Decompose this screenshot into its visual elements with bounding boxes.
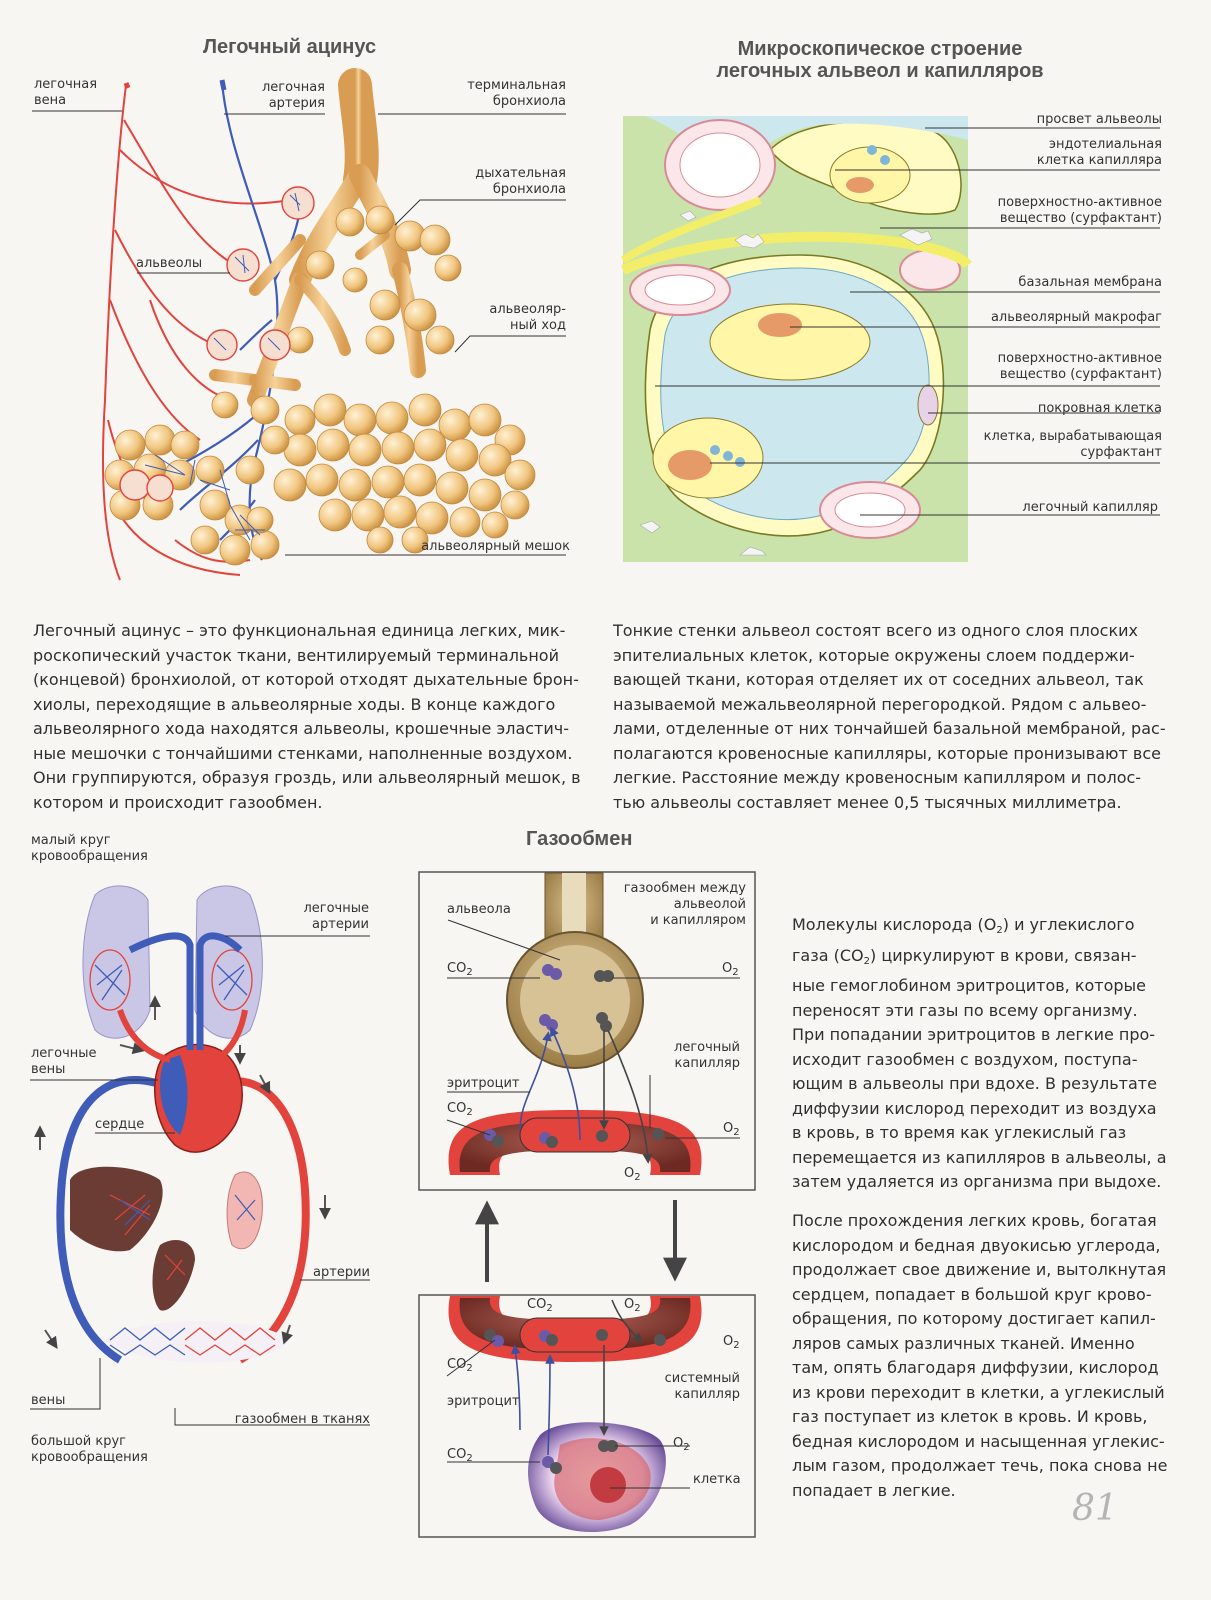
label-pulmonary-arteries: легочные артерии: [303, 901, 369, 932]
label-surfactant-2: поверхностно-активное вещество (сурфактант): [997, 351, 1162, 382]
label-co2-top: $CO_2$: [447, 1101, 473, 1118]
label-exchange-header: газообмен между альвеолой и капилляром: [623, 881, 746, 928]
label-systemic-capillary: системный капилляр: [664, 1371, 740, 1402]
label-big-circle: большой круг кровообращения: [31, 1434, 148, 1465]
micro-illustration: [623, 116, 1160, 562]
label-alveoli: альвеолы: [136, 256, 203, 271]
label-veins: вены: [31, 1393, 66, 1408]
label-cover-cell: покровная клетка: [1037, 401, 1162, 416]
label-endothelial-cell: эндотелиальная клетка капилляра: [1036, 137, 1162, 168]
acinus-paragraph: Легочный ацинус – это функциональная единица легких, мик- роскопический участок ткани, вентилируемый терминальной (концевой) бронхиолой, от которой отходят дыхательные брон- хиолы, переходящие в альвеолярные ходы. В конце каждого альвеолярного хода находятся альвеолы, крошечные эластич- ные мешочки с тончайшими стенками, наполненные воздухом. Они группируются, образуя гроздь, или альвеолярный мешок, в котором и происходит газообмен.: [33, 621, 581, 812]
label-o2-right: $O_2$: [723, 1334, 740, 1351]
label-small-circle: малый круг кровообращения: [31, 833, 148, 864]
label-surfactant-cell: клетка, вырабатывающая сурфактант: [983, 429, 1162, 460]
label-co2-alveola: $CO_2$: [447, 961, 473, 978]
gas-paragraph-1: Молекулы кислорода $(O_2)$ и углекислого газа $(CO_2)$ циркулируют в крови, связан- ные гемоглобином эритроцитов, которые переносят эти газы по всему организму. При попадании эритроцитов в легкие про- исходит газообмен с воздухом, поступа- ющим в альвеолы при вдохе. В результате диффузии кислород переходит из воздуха в кровь, в то время как углекислый газ перемещается из капилляров в альвеолы, а затем удаляется из организма при выдохе.: [792, 915, 1167, 1191]
label-o2-top: $O_2$: [723, 1121, 740, 1138]
label-surfactant-1: поверхностно-активное вещество (сурфактант): [997, 195, 1162, 226]
acinus-title: Легочный ацинус: [203, 36, 377, 58]
label-heart: сердце: [95, 1117, 145, 1132]
label-o2-cell: $O_2$: [673, 1436, 690, 1453]
label-pulmonary-vein: легочная вена: [34, 77, 98, 108]
label-tissue-exchange: газообмен в тканях: [234, 1412, 370, 1427]
page-number: 81: [1072, 1488, 1118, 1529]
label-basal-membrane: базальная мембрана: [1018, 275, 1162, 290]
label-lung-capillary: легочный капилляр: [674, 1040, 740, 1071]
label-erythrocyte-top: эритроцит: [447, 1076, 520, 1091]
label-arteries: артерии: [313, 1265, 370, 1280]
label-co2-systemic: $CO_2$: [527, 1297, 553, 1314]
label-cell: клетка: [693, 1472, 741, 1487]
label-pulmonary-veins: легочные вены: [31, 1046, 97, 1077]
label-erythrocyte-bottom: эритроцит: [447, 1394, 520, 1409]
micro-title: Микроскопическое строение легочных альвеол и капилляров: [716, 38, 1044, 82]
gas-title: Газообмен: [526, 828, 633, 850]
label-o2-tube: $O_2$: [624, 1166, 641, 1183]
label-alveolar-duct: альвеоляр- ный ход: [489, 302, 566, 333]
label-alveolus-lumen: просвет альвеолы: [1036, 112, 1162, 127]
label-alveola: альвеола: [447, 902, 511, 917]
label-pulmonary-artery: легочная артерия: [261, 80, 325, 111]
label-o2-alveola: $O_2$: [722, 961, 739, 978]
label-alveolar-sac: альвеолярный мешок: [421, 539, 570, 554]
label-co2-left: $CO_2$: [447, 1357, 473, 1374]
label-co2-cell: $CO_2$: [447, 1447, 473, 1464]
micro-paragraph: Тонкие стенки альвеол состоят всего из одного слоя плоских эпителиальных клеток, которые окружены слоем поддержи- вающей ткани, которая отделяет их от соседних альвеол, так называемой межальвеолярной перегородкой. Рядом с альвео- лами, отделенные от них тончайшей базальной мембраной, рас- полагаются кровеносные капилляры, которые пронизывают все легкие. Расстояние между кровеносным капилляром и полос- тью альвеолы составляет менее 0,5 тысячных миллиметра.: [613, 621, 1166, 812]
label-respiratory-bronchiole: дыхательная бронхиола: [475, 166, 566, 197]
label-terminal-bronchiole: терминальная бронхиола: [467, 78, 566, 109]
circulation-illustration: [30, 886, 370, 1425]
label-pulmonary-capillary: легочный капилляр: [1022, 500, 1158, 515]
gas-paragraph-2: После прохождения легких кровь, богатая кислородом и бедная двуокисью углерода, продолжает свое движение и, вытолкнутая сердцем, попадает в большой круг крово- обращения, по которому достигает капил- ляров самых различных тканей. Именно там, опять благодаря диффузии, кислород из крови переходит в клетки, а углекислый газ поступает из клеток в кровь. И кровь, бедная кислородом и насыщенная углекис- лым газом, продолжает течь, пока снова не попадает в легкие.: [792, 1211, 1168, 1500]
label-o2-systemic: $O_2$: [624, 1297, 641, 1314]
label-alveolar-macrophage: альвеолярный макрофаг: [990, 310, 1162, 325]
